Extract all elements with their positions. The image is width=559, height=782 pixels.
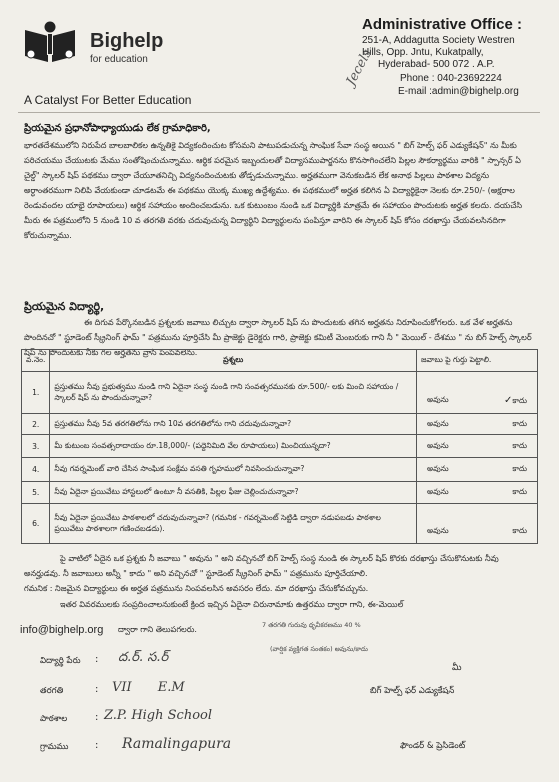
contact-note: ఇతర వివరములకు సంప్రదించాలనుకుంటే క్రింద ఇచ్చిన ఏదైనా చిరునామాకు ఉత్తరము ద్వారా గాని, ఈ-మెయిల్	[60, 599, 404, 609]
row-number: 2.	[22, 414, 50, 435]
answer-cell[interactable]	[417, 504, 538, 544]
school-value[interactable]: Z.P. High School	[104, 708, 213, 723]
salutation: ప్రియమైన ప్రధానోపాధ్యాయుడు లేక గ్రామాధికారి,	[24, 123, 211, 134]
phone-line: Phone : 040-23692224	[400, 73, 502, 84]
field-colon: :	[95, 654, 99, 665]
header-divider	[18, 112, 540, 113]
bighelp-logo-icon	[22, 20, 78, 64]
table-row	[22, 504, 538, 544]
field-colon: :	[95, 740, 99, 751]
question-text: మీ కుటుంబ సంవత్సరాదాయం రూ.18,000/- (పద్దెనిమిది వేల రూపాయలు) మించియున్నదా?	[50, 435, 417, 458]
field-colon: :	[95, 712, 99, 723]
answer-cell[interactable]	[417, 435, 538, 458]
row-number: 1.	[22, 372, 50, 414]
student-name-value[interactable]: ద.ర్. స.ర్	[118, 650, 169, 665]
table-row	[22, 435, 538, 458]
no-option[interactable]: కాదు	[512, 418, 527, 428]
table-row	[22, 458, 538, 482]
field-label: గ్రామము	[40, 742, 69, 752]
field-label: తరగతి	[40, 686, 64, 696]
no-option[interactable]: ✓కాదు	[504, 394, 527, 406]
question-text: ప్రస్తుతము నీవు ప్రభుత్వము నుండి గాని ఏదైనా సంస్థ నుండి గాని సంవత్సరమునకు రూ.500/- లకు మించి సహాయం / స్కాలర్ షిప్ ను పొందుచున్నావా?	[50, 372, 417, 414]
question-text: నీవు గవర్నమెంట్ వారి చేసిన సాంఘిక సంక్షేమ వసతి గృహములో నివసించుచున్నావా?	[50, 458, 417, 482]
brand-subtitle: for education	[90, 54, 148, 65]
contact-email-link[interactable]: info@bighelp.org	[20, 624, 104, 636]
address-line: Hills, Opp. Jntu, Kukatpally,	[362, 47, 484, 58]
tagline: A Catalyst For Better Education	[24, 93, 192, 107]
table-row	[22, 414, 538, 435]
header-number: వ.నెం.	[22, 350, 50, 372]
address-line: Hyderabad- 500 072 . A.P.	[378, 59, 495, 70]
header-question: ప్రశ్నలు	[50, 350, 417, 372]
table-row	[22, 372, 538, 414]
email-line: E-mail :admin@bighelp.org	[398, 86, 519, 97]
answer-cell[interactable]	[417, 458, 538, 482]
no-option[interactable]: కాదు	[512, 464, 527, 473]
no-option[interactable]: కాదు	[512, 440, 527, 450]
organization-name: బిగ్ హెల్ప్ ఫర్ ఎడ్యుకేషన్	[370, 686, 455, 696]
table-header-row	[22, 350, 538, 372]
answer-cell[interactable]	[417, 482, 538, 504]
intro-paragraph: భారతదేశములోని నిరుపేద బాలబాలికల ఉన్నతికై విద్యకందించుట కోసమని పాటుపడుచున్న సాంఘిక సేవా సంస్థ అయిన " బిగ్ హెల్ప్ ఫర్ ఎడ్యుకేషన్" ను మీకు పరిచయము చేయుటకు మేము సంతోషించుచున్నాము. ఆర్థిక పరమైన ఇబ్బందులతో విద్యాసముపార్జనను కొనసాగించలేని పిల్లల సౌకర్యార్థము వారికి " స్పాన్సర్ ఏ చైల్డ్" స్కాలర్ షిప్ పథకము ద్వారా చేయూతనిచ్చి విద్యనందించుటకు తోడ్పడుచున్నాము. అర్హతముగా వెనుకబడిన లేక అనాథ పిల్లలు పాఠశాల విద్యను అర్ధాంతరముగా నిలిపి వేయకుండా చూడటమే ఈ పథకము యొక్క ముఖ్య ఉద్దేశ్యము. ఈ పథకములో అర్హత కలిగిన ఏ విద్యార్థికైనా నెలకు రూ.250/- (అక్షరాల రెండువందల యాభై రూపాయలు) ఆర్థిక సహాయం అందించబడును. ఒక కుటుంబం నుండి ఒక విద్యార్థికి మాత్రమే ఈ సహాయం పొందుటకు అర్హత కలదు. దయచేసి మీరు ఈ పత్రములోని 5 నుండి 10 వ తరగతి వరకు చదువుచున్న విద్యార్థిని విద్యార్థులను పంపిస్తూ వారిని ఈ స్కాలర్ షిప్ కోసం దరఖాస్తు చేయవలసినదిగా కోరుచున్నాము.	[24, 140, 523, 240]
handwritten-note: Jecels	[343, 46, 376, 89]
village-value[interactable]: Ramalingapura	[122, 736, 232, 752]
row-number: 5.	[22, 482, 50, 504]
no-option[interactable]: కాదు	[512, 487, 527, 496]
remark-note: గమనిక : నిజమైన విద్యార్థులు ఈ అర్హత పత్రమును నింపవలసిన అవసరం లేదు. మా దరఖాస్తు చేసుకోవచ్చును.	[24, 583, 369, 593]
question-text: ప్రస్తుతము నీవు 5వ తరగతిలోను గాని 10వ తరగతిలోను గాని చదువుచున్నావా?	[50, 414, 417, 435]
closing-text: మీ	[452, 663, 462, 673]
yes-option[interactable]: అవును	[427, 526, 449, 535]
question-text: నీవు ఏదైనా ప్రయివేటు హాస్టలులో ఉంటూ నీ వసతికి, పిల్లల ఫీజు చెల్లించుచున్నావా?	[50, 482, 417, 504]
yes-option[interactable]: అవును	[427, 464, 449, 473]
field-label: పాఠశాల	[40, 714, 68, 724]
answer-cell[interactable]	[417, 372, 538, 414]
yes-option[interactable]: అవును	[427, 440, 449, 450]
side-note: 7 తరగతి గురువు ధృవీకరణము 40 %	[262, 621, 361, 629]
student-greeting: ప్రియమైన విద్యార్థి,	[24, 300, 105, 313]
field-colon: :	[95, 684, 99, 695]
no-option[interactable]: కాదు	[512, 526, 527, 535]
side-note-2: (వార్షిక వ్యక్తిగత సంతకం) అవును/కాదు	[270, 645, 368, 653]
answer-cell[interactable]	[417, 414, 538, 435]
yes-option[interactable]: అవును	[427, 395, 449, 404]
row-number: 4.	[22, 458, 50, 482]
instructions-paragraph: ఈ దిగువ పేర్కొనబడిన ప్రశ్నలకు జవాబు లిచ్చుట ద్వారా స్కాలర్ షిప్ ను పొందుటకు తగిన అర్హతను నిరూపించుకోగలరు. ఒక వేళ అర్హతను పొందినచో " స్టూడెంట్ స్క్రీనింగ్ ఫామ్ " పత్రమును పూర్తిచేసి మీ ప్రాజెక్టు డైరెక్టరు గారి, ప్రాజెక్టు కమిటీ మెంబరుకు గాని నీ " మెయిల్ - దేశము " ను బిగ్ హెల్ప్ స్కాలర్ షిప్ ను పొందుటకు నీకు గల అర్హతను వ్రాసి పంపవలెను.	[24, 317, 532, 357]
address-line: 251-A, Addagutta Society Westren	[362, 35, 515, 46]
checkmark-icon: ✓	[504, 394, 513, 406]
row-number: 6.	[22, 504, 50, 544]
contact-note-end: ద్వారా గాని తెలుపగలరు.	[118, 624, 197, 634]
signatory-title: ఫౌండర్ & ప్రెసిడెంట్	[400, 741, 466, 751]
yes-option[interactable]: అవును	[427, 487, 449, 496]
table-row	[22, 482, 538, 504]
field-label: విద్యార్థి పేరు	[40, 656, 81, 666]
office-title: Administrative Office :	[362, 16, 523, 33]
row-number: 3.	[22, 435, 50, 458]
question-text: నీవు ఏదైనా ప్రయివేటు పాఠశాలలో చదువుచున్నావా? (గమనిక - గవర్నమెంట్ సెట్టిడి ద్వారా నడుపబడు పాఠశాల ప్రయివేటు పాఠశాలగా గణించబడదు).	[50, 504, 417, 544]
eligibility-note: పై వాటిలో ఏదైన ఒక ప్రశ్నకు నీ జవాబు " అవును " అని వచ్చినచో బిగ్ హెల్ప్ సంస్థ నుండి ఈ స్కాలర్ షిప్ కొరకు దరఖాస్తు చేసుకొనుటకు నీవు అనర్హుడవు. నీ జవాబులు అన్నీ " కాదు " అని వచ్చినచో " స్టూడెంట్ స్క్రీనింగ్ ఫామ్ " పత్రమును పూర్తిచేయాలి.	[24, 553, 499, 578]
yes-option[interactable]: అవును	[427, 418, 449, 428]
brand-name: Bighelp	[90, 30, 164, 52]
header-answer: జవాబు పై గుర్తు పెట్టాలి.	[417, 350, 538, 372]
questions-table	[21, 349, 538, 544]
class-value[interactable]: VII E.M	[112, 680, 185, 695]
